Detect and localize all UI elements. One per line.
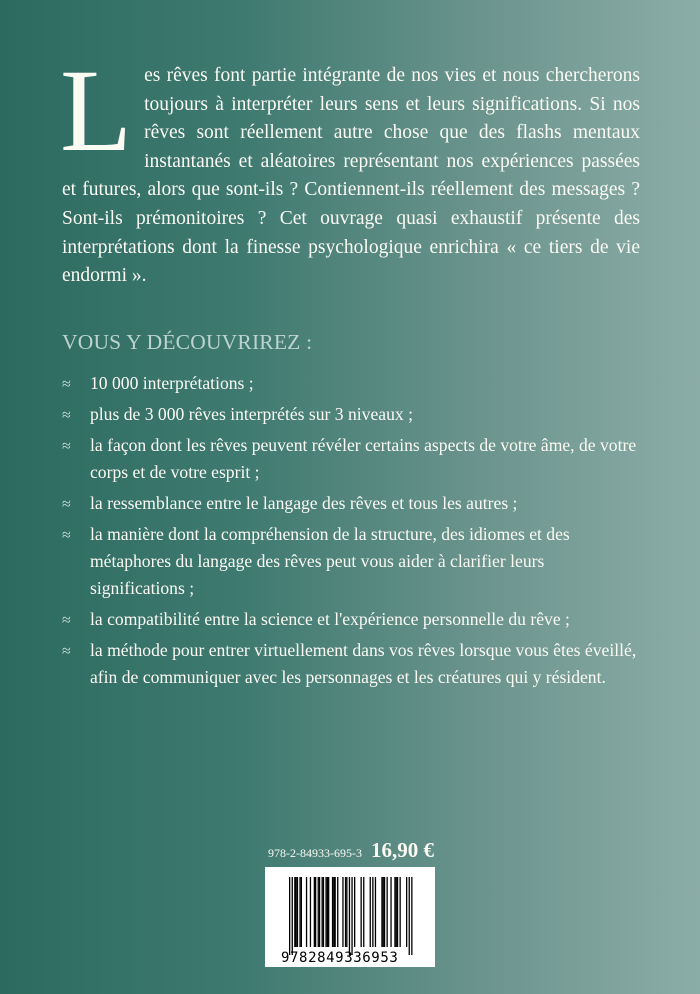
barcode-bar <box>384 877 385 947</box>
barcode-bar <box>289 877 290 955</box>
barcode-bar <box>299 877 300 947</box>
barcode-bar <box>333 877 334 947</box>
list-item <box>62 370 642 397</box>
barcode-bar <box>349 877 350 955</box>
isbn-text: 978-2-84933-695-3 <box>268 846 362 860</box>
list-item-text: plus de 3 000 rêves interprétés sur 3 niveaux ; <box>90 404 413 424</box>
list-item <box>62 521 642 602</box>
list-item-text: la manière dont la compréhension de la structure, des idiomes et des métaphores du langage des rêves peut vous aider à clarifier leurs significations ; <box>90 524 570 598</box>
barcode-bar <box>332 877 333 947</box>
barcode-bar <box>346 877 347 947</box>
barcode-bar <box>306 877 307 947</box>
price: 16,90 € <box>371 838 434 862</box>
list-item <box>62 490 642 517</box>
barcode-bar <box>328 877 329 947</box>
wave-bullet-icon: ≈ <box>62 496 71 513</box>
wave-bullet-icon: ≈ <box>62 612 71 629</box>
barcode-bar <box>394 877 395 947</box>
barcode-bar <box>375 877 376 947</box>
barcode-bar <box>351 877 352 955</box>
barcode-digits: 9782849336953 <box>281 950 399 966</box>
barcode-bar <box>381 877 382 947</box>
list-item-text: la façon dont les rêves peuvent révéler certains aspects de votre âme, de votre corps et de votre esprit ; <box>90 435 637 482</box>
barcode-bar <box>342 877 343 947</box>
barcode-bar <box>296 877 297 947</box>
wave-bullet-icon: ≈ <box>62 376 71 393</box>
barcode-bar <box>370 877 371 947</box>
barcode-bar <box>322 877 323 947</box>
barcode-bar <box>337 877 338 947</box>
barcode-bar <box>301 877 302 947</box>
barcode-bar <box>345 877 346 947</box>
barcode-bar <box>325 877 326 947</box>
section-heading: VOUS Y DÉCOUVRIREZ : <box>62 330 313 354</box>
wave-bullet-icon: ≈ <box>62 527 71 544</box>
list-item-text: 10 000 interprétations ; <box>90 373 254 393</box>
barcode-bar <box>294 877 295 947</box>
barcode-bar <box>383 877 384 947</box>
barcode-bar <box>406 877 407 947</box>
barcode-bar <box>411 877 412 955</box>
wave-bullet-icon: ≈ <box>62 407 71 424</box>
barcode-bar <box>372 877 373 947</box>
barcode-bar <box>297 877 298 947</box>
barcode-bar <box>318 877 319 947</box>
intro-text: es rêves font partie intégrante de nos vies et nous chercherons toujours à interpréter leurs sens et leurs significations. Si nos rêves sont réellement autre chose que des flashs mentaux instantanés et aléatoires représentant nos expériences passées et futures, alors que sont-ils ? Contiennent-ils réellement des messages ? Sont-ils prémonitoires ? Cet ouvrage quasi exhaustif présente des interprétations dont la finesse psychologique enrichira « ce tiers de vie endormi ». <box>62 65 640 287</box>
list-item <box>62 401 642 428</box>
list-item <box>62 432 642 486</box>
barcode-bar <box>397 877 398 947</box>
barcode-bar <box>390 877 391 947</box>
list-item <box>62 606 642 633</box>
barcode <box>265 867 435 967</box>
list-item <box>62 637 642 691</box>
barcode-bar <box>387 877 388 947</box>
barcode-bar <box>310 877 311 947</box>
intro-paragraph <box>60 45 640 291</box>
wave-bullet-icon: ≈ <box>62 438 71 455</box>
barcode-bar <box>327 877 328 947</box>
barcode-bar <box>292 877 293 955</box>
barcode-graphic <box>265 867 435 967</box>
drop-cap: L <box>60 45 133 176</box>
barcode-bar <box>361 877 362 947</box>
barcode-bar <box>400 877 401 947</box>
list-item-text: la méthode pour entrer virtuellement dans vos rêves lorsque vous êtes éveillé, afin de communiquer avec les personnages et les créatures qui y résident. <box>90 640 637 687</box>
list-item-text: la compatibilité entre la science et l'expérience personnelle du rêve ; <box>90 609 570 629</box>
barcode-bar <box>319 877 320 947</box>
barcode-bar <box>354 877 355 947</box>
barcode-bar <box>314 877 315 947</box>
barcode-bar <box>396 877 397 947</box>
barcode-bar <box>363 877 364 947</box>
barcode-bar <box>335 877 336 947</box>
barcode-bar <box>315 877 316 947</box>
feature-list <box>62 370 642 695</box>
list-item-text: la ressemblance entre le langage des rêves et tous les autres ; <box>90 493 518 513</box>
barcode-bar <box>323 877 324 947</box>
wave-bullet-icon: ≈ <box>62 643 71 660</box>
barcode-bar <box>409 877 410 955</box>
